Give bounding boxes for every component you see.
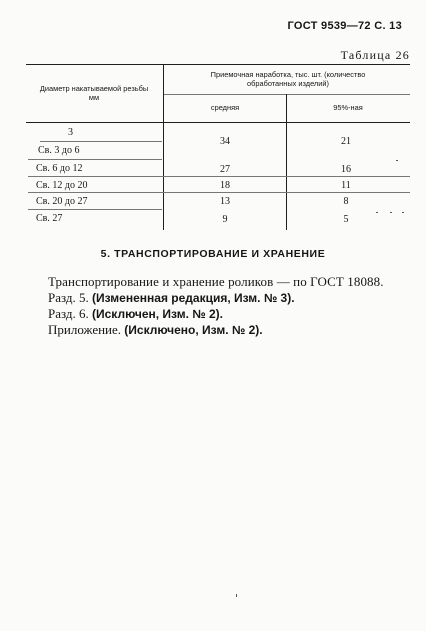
scan-speck [236,594,237,597]
table-caption: Таблица 26 [340,48,410,62]
row-separator [28,209,162,210]
scan-speck [376,212,378,213]
row-6-95: 5 [343,214,349,225]
table-header-rule [26,122,410,123]
row-1-average: 34 [220,136,230,147]
column-group-header [168,70,408,88]
row-3-95: 16 [341,164,351,175]
amendment-line-appendix [48,322,263,338]
row-6-average: 9 [222,214,228,225]
transport-paragraph: Транспортирование и хранение роликов — по ГОСТ 18088. [48,274,384,289]
amendment-line-section5 [48,290,295,306]
row-separator [40,141,162,142]
row-3-average: 27 [220,164,230,175]
row-5-average: 13 [220,196,230,207]
row-separator [28,159,162,160]
amendment-section5-label: Разд. 5. [48,290,93,305]
column-header-average: средняя [210,103,240,112]
table-column-divider-2 [286,94,287,230]
row-separator [28,192,410,193]
column-group-header-line2: обработанных изделий) [247,79,329,88]
group-header-rule [164,94,410,95]
row-5-diameter: Св. 20 до 27 [36,196,88,207]
column-header-diameter-line2: мм [88,93,100,102]
row-separator [28,176,410,177]
table-column-divider-1 [163,64,164,230]
scan-speck [402,212,404,213]
scan-speck [390,212,392,213]
column-header-diameter-line1: Диаметр накатываемой резьбы [39,84,149,93]
column-header-95: 95%-ная [333,103,363,112]
amendment-appendix-note: (Исключено, Изм. № 2). [124,323,263,337]
amendment-line-section6 [48,306,223,322]
section-title: 5. ТРАНСПОРТИРОВАНИЕ И ХРАНЕНИЕ [100,248,326,260]
row-4-diameter: Св. 12 до 20 [36,180,88,191]
row-1-diameter: 3 [68,127,73,138]
amendment-section5-note: (Измененная редакция, Изм. № 3). [92,291,295,305]
amendment-appendix-label: Приложение. [48,322,125,337]
scan-speck [396,160,398,161]
page-header: ГОСТ 9539—72 С. 13 [287,20,402,32]
row-2-diameter: Св. 3 до 6 [38,145,80,156]
column-header-diameter [28,84,160,102]
column-group-header-line1: Приемочная наработка, тыс. шт. (количество [210,70,366,79]
row-3-diameter: Св. 6 до 12 [36,163,83,174]
row-4-95: 11 [341,180,351,191]
row-5-95: 8 [343,196,349,207]
row-6-diameter: Св. 27 [36,213,63,224]
amendment-section6-label: Разд. 6. [48,306,93,321]
row-4-average: 18 [220,180,230,191]
table-top-rule [26,64,410,65]
row-1-95: 21 [341,136,351,147]
amendment-section6-note: (Исключен, Изм. № 2). [92,307,223,321]
